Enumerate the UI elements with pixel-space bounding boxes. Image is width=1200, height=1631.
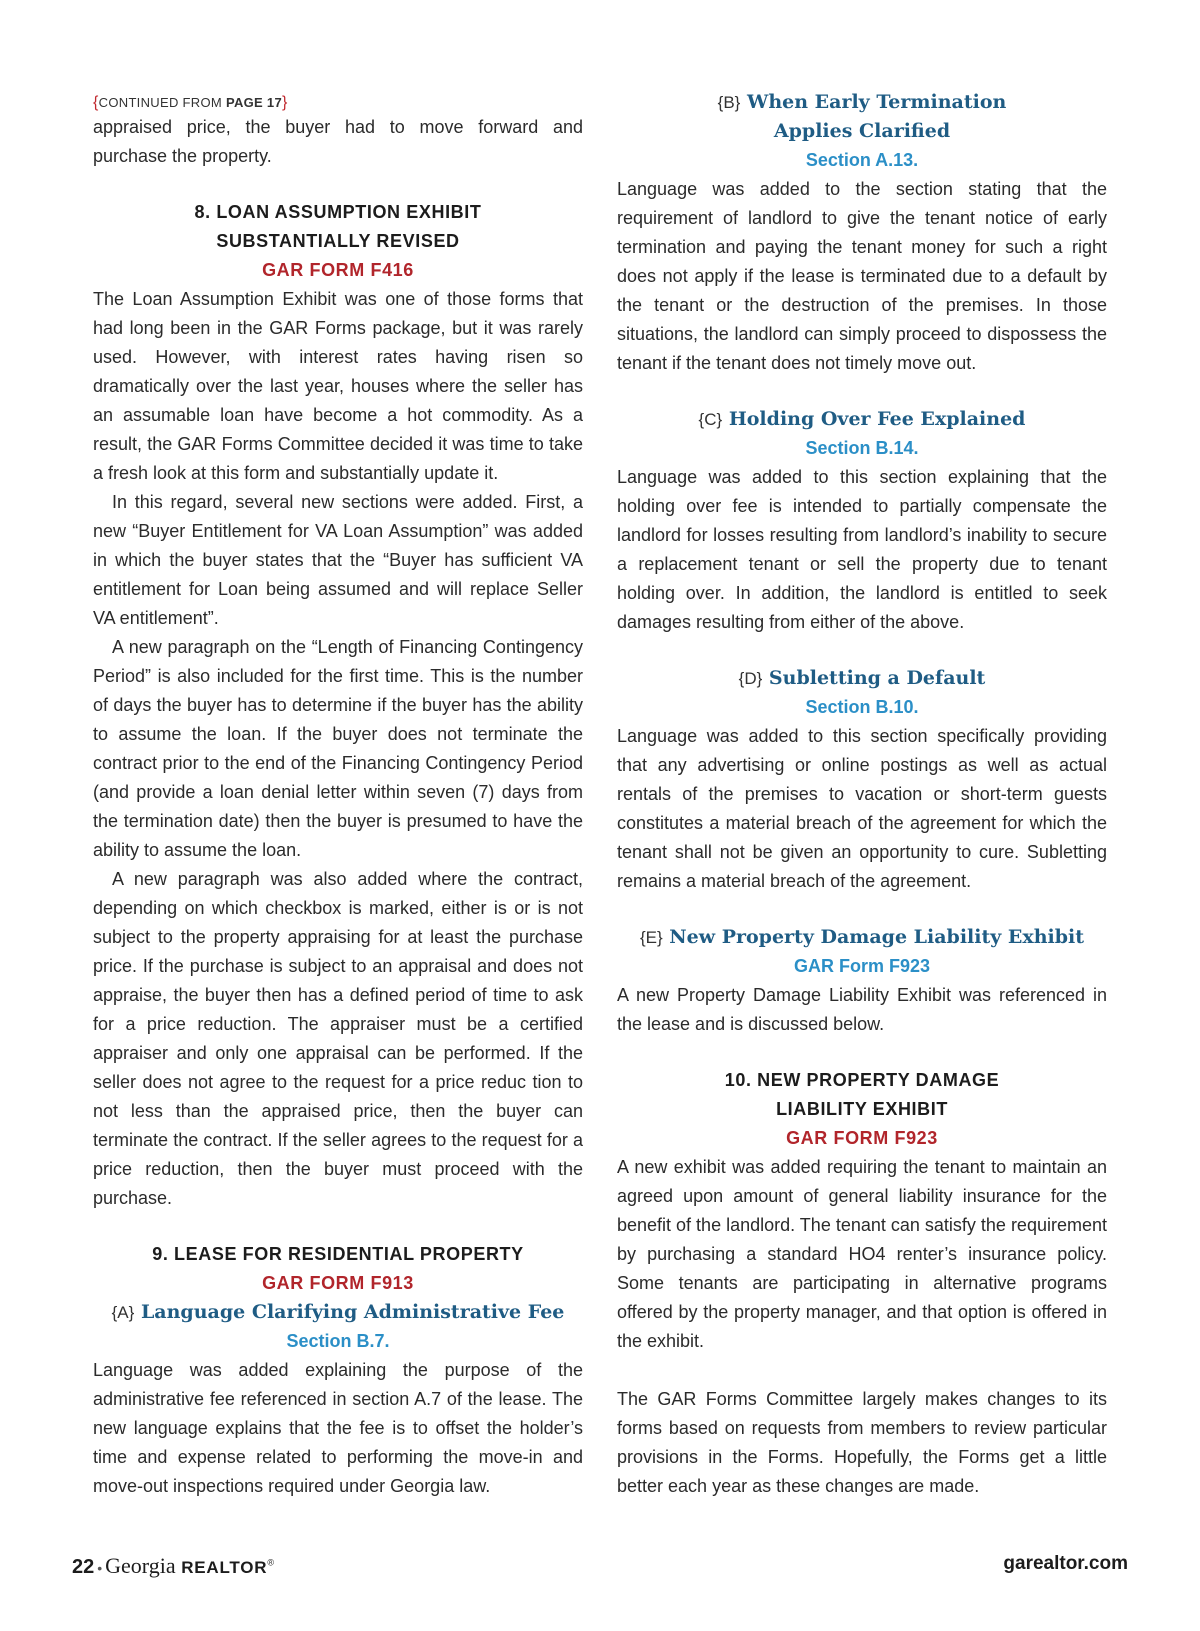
section-10-paragraph-1: A new exhibit was added requiring the tenant to maintain an agreed upon amount of general liability insurance for the benefit of the landlord. The tenant can satisfy the requirement by purchasing a standard HO4 renter’s insurance policy. Some tenants are participating in alternative programs offered by the property manager, and that option is offered in the exhibit. (617, 1157, 1107, 1351)
page-footer (72, 1553, 1128, 1583)
subsection-a-title (93, 1298, 583, 1327)
continued-text: CONTINUED FROM (98, 95, 223, 110)
intro-paragraph: appraised price, the buyer had to move forward and purchase the property. (93, 117, 583, 166)
section-8-paragraph-3: A new paragraph on the “Length of Financing Contingency Period” is also included for the first time. This is the number of days the buyer has to determine if the buyer has the ability to assume the loan. If the buyer does not terminate the contract prior to the end of the Financing Contingency Period (and provide a loan denial letter within seven (7) days from the termination date) then the buyer is presumed to have the ability to assume the loan. (93, 637, 583, 860)
subsection-b-heading-1: When Early Termination (746, 91, 1007, 113)
continued-note (93, 93, 583, 113)
subsection-d-title (617, 664, 1107, 693)
section-8-title-line2: SUBSTANTIALLY REVISED (216, 231, 460, 251)
section-8-title-line1: 8. LOAN ASSUMPTION EXHIBIT (194, 202, 482, 222)
subsection-b-text: Language was added to the section stating that the requirement of landlord to give the tenant notice of early termination and paying the tenant money for such a right does not apply if the lease is terminated due to a default by the tenant or the destruction of the premises. In those situations, the landlord can simply proceed to dispossess the tenant if the tenant does not timely move out. (617, 179, 1107, 373)
subsection-d-heading: Subletting a Default (768, 667, 986, 689)
website-link[interactable]: garealtor.com (1003, 1553, 1128, 1574)
subsection-b-section: Section A.13. (805, 150, 919, 170)
brace-close: } (282, 94, 288, 111)
subsection-a-text: Language was added explaining the purpose of the administrative fee referenced in section A.7 of the lease. The new language explains that the fee is to offset the holder’s time and expense related to performing the move-in and move-out inspections required under Georgia law. (93, 1360, 583, 1496)
continued-page: PAGE 17 (225, 95, 282, 110)
subsection-a-letter: {A} (111, 1303, 135, 1322)
subsection-d-letter: {D} (738, 669, 763, 688)
subsection-c-letter: {C} (698, 410, 723, 429)
subsection-e-title (617, 923, 1107, 952)
brace-open: { (93, 94, 99, 111)
subsection-e-section: GAR Form F923 (793, 956, 931, 976)
subsection-c-heading: Holding Over Fee Explained (728, 408, 1026, 430)
left-column (93, 88, 583, 1501)
right-column (617, 88, 1107, 1501)
subsection-e-letter: {E} (639, 928, 663, 947)
subsection-a-section: Section B.7. (286, 1331, 390, 1351)
section-10-paragraph-2: The GAR Forms Committee largely makes changes to its forms based on requests from members to review particular provisions in the Forms. Hopefully, the Forms get a little better each year as these changes are made. (617, 1389, 1107, 1496)
section-8-form: GAR FORM F416 (262, 260, 414, 280)
subsection-b-title-line2: Applies Clarified (773, 120, 951, 142)
subsection-d-section: Section B.10. (805, 697, 919, 717)
page-number: 22 (72, 1556, 95, 1578)
section-8-paragraph-4: A new paragraph was also added where the contract, depending on which checkbox is marked, either is or is not subject to the property appraising for at least the purchase price. If the purchase is subject to an appraisal and does not appraise, the buyer then has a defined period of time to ask for a price reduction. The appraiser must be a certified appraiser and only one appraisal can be performed. If the seller does not agree to the request for a price reduc tion to not less than the appraised price, then the buyer can terminate the contract. If the seller agrees to the request for a price reduction, then the buyer must proceed with the purchase. (93, 869, 583, 1208)
magazine-name-georgia: Georgia (105, 1553, 176, 1578)
section-8-paragraph-2: In this regard, several new sections were added. First, a new “Buyer Entitlement for VA Loan Assumption” was added in which the buyer states that the “Buyer has sufficient VA entitlement for Loan being assumed and will replace Seller VA entitlement”. (93, 492, 583, 628)
registered-mark: ® (267, 1557, 275, 1568)
section-9-form: GAR FORM F913 (262, 1273, 414, 1293)
subsection-c-text: Language was added to this section explaining that the holding over fee is intended to partially compensate the landlord for losses resulting from landlord’s inability to secure a replacement tenant or sell the property due to tenant holding over. In addition, the landlord is entitled to seek damages resulting from either of the above. (617, 467, 1107, 632)
section-10-form: GAR FORM F923 (786, 1128, 938, 1148)
section-8-paragraph-1: The Loan Assumption Exhibit was one of those forms that had long been in the GAR Forms package, but it was rarely used. However, with interest rates having risen so dramatically over the last year, houses where the seller has an assumable loan have become a hot commodity. As a result, the GAR Forms Committee decided it was time to take a fresh look at this form and substantially update it. (93, 289, 583, 483)
subsection-c-section: Section B.14. (805, 438, 919, 458)
subsection-c-title (617, 405, 1107, 434)
subsection-e-text: A new Property Damage Liability Exhibit was referenced in the lease and is discussed below. (617, 985, 1107, 1034)
section-10-title-line1: 10. NEW PROPERTY DAMAGE (724, 1070, 1000, 1090)
subsection-e-heading: New Property Damage Liability Exhibit (669, 926, 1085, 948)
section-10-title-line2: LIABILITY EXHIBIT (776, 1099, 948, 1119)
subsection-b-letter: {B} (717, 93, 741, 112)
separator-dot: • (97, 1560, 103, 1576)
subsection-a-heading: Language Clarifying Administrative Fee (140, 1301, 565, 1323)
magazine-name-realtor: REALTOR (181, 1558, 268, 1577)
subsection-d-text: Language was added to this section specifically providing that any advertising or online postings as well as actual rentals of the premises to vacation or short-term guests constitutes a material breach of the agreement for which the tenant shall not be given an opportunity to cure. Subletting remains a material breach of the agreement. (617, 726, 1107, 891)
section-9-title: 9. LEASE FOR RESIDENTIAL PROPERTY (152, 1244, 524, 1264)
footer-masthead (72, 1553, 274, 1579)
subsection-b-title-line1 (617, 88, 1107, 117)
